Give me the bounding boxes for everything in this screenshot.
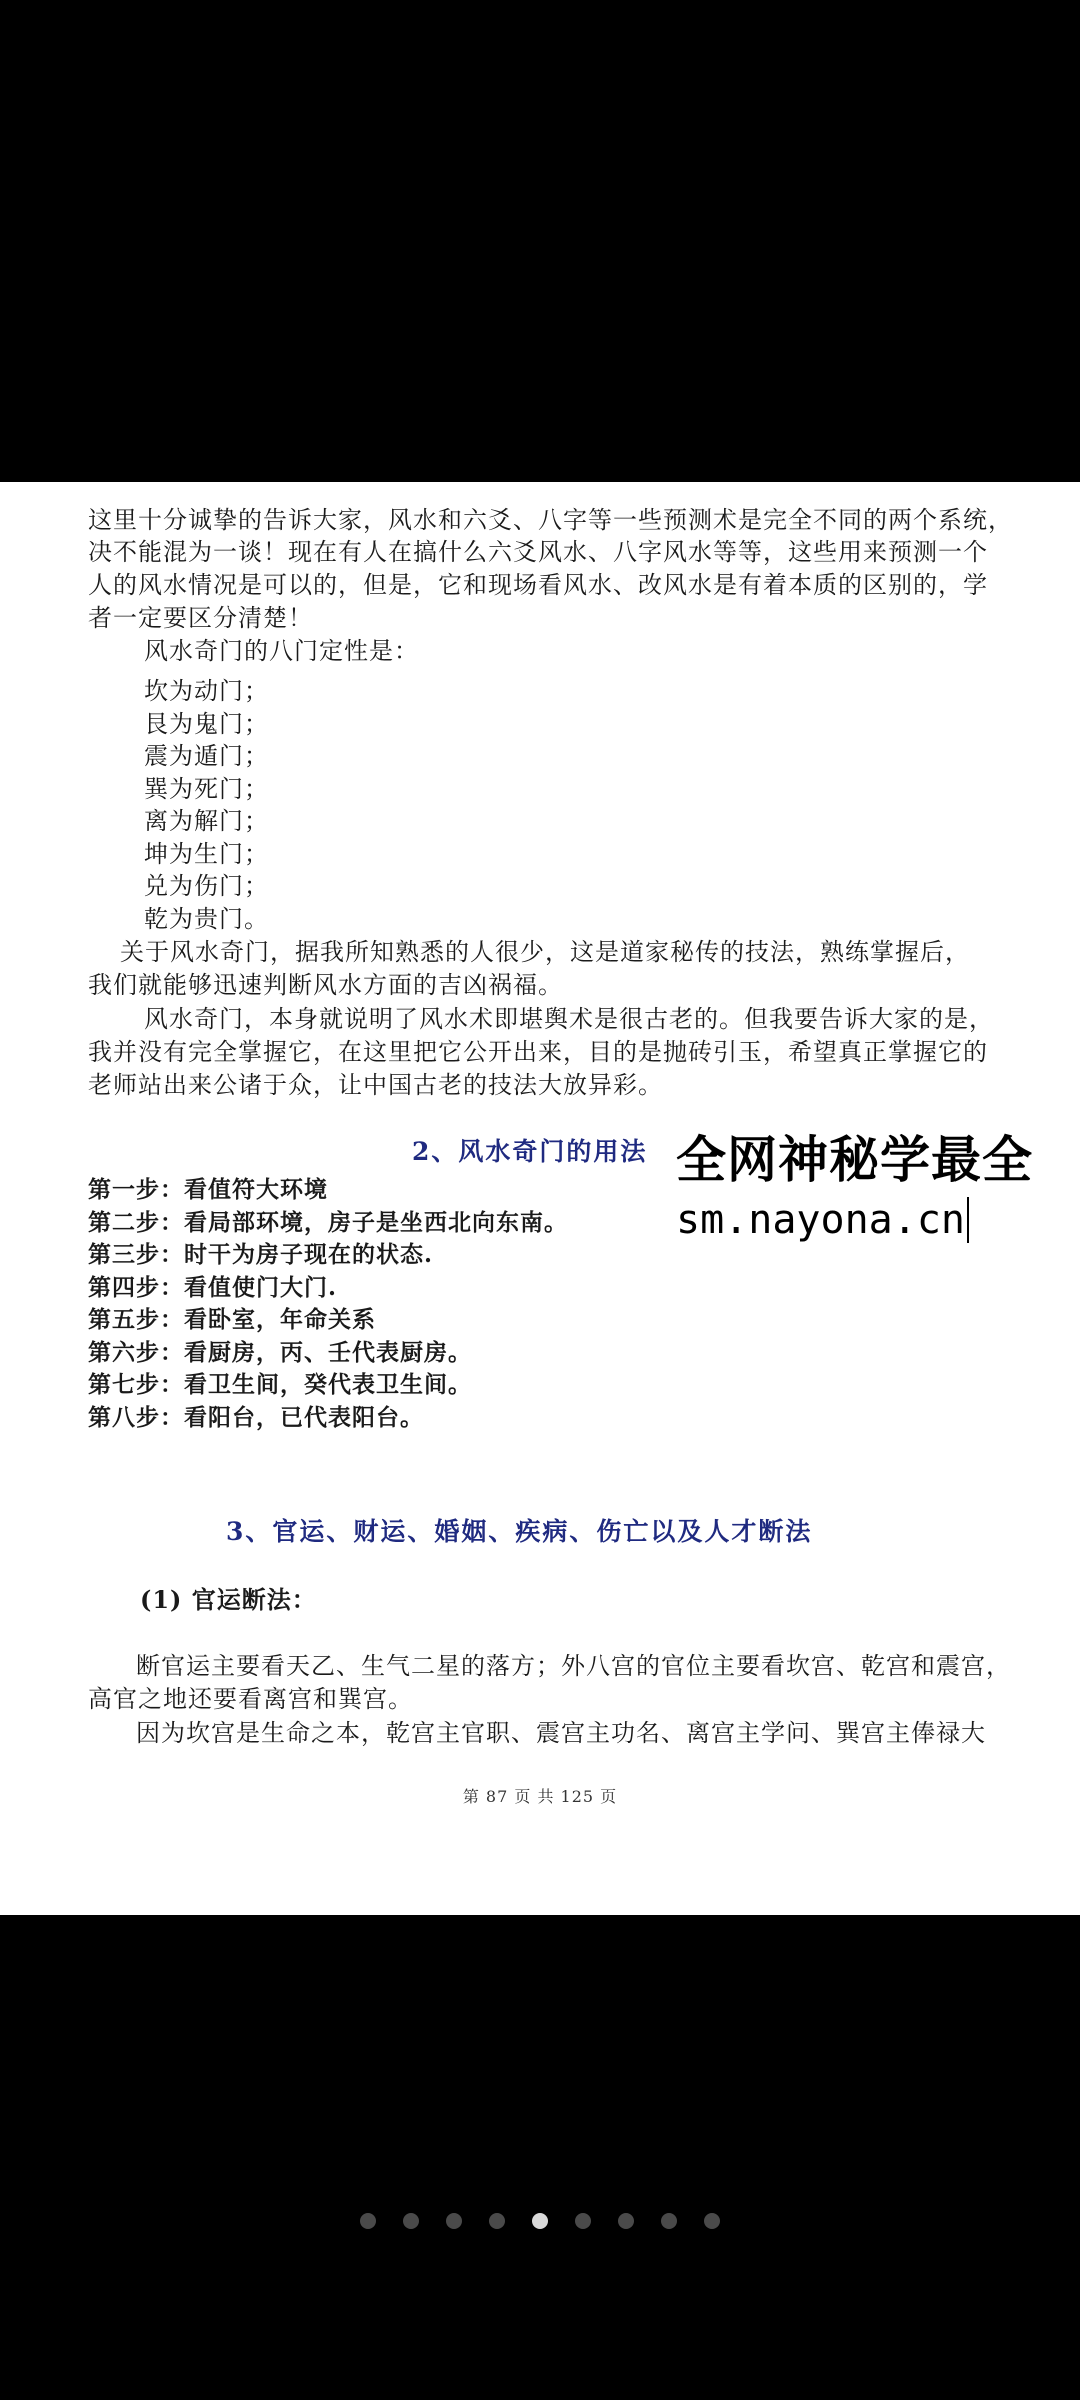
page-dot-active[interactable] xyxy=(532,2213,548,2229)
para3-line-2: 我并没有完全掌握它，在这里把它公开出来，目的是抛砖引玉，希望真正掌握它的 xyxy=(88,1038,988,1066)
intro-line-1: 这里十分诚挚的告诉大家，风水和六爻、八字等一些预测术是完全不同的两个系统， xyxy=(88,506,1013,534)
para3-line-3: 老师站出来公诸于众，让中国古老的技法大放异彩。 xyxy=(88,1071,663,1099)
watermark-url: sm.nayona.cn xyxy=(676,1197,965,1243)
step-list xyxy=(88,1174,568,1434)
para2-line-2: 我们就能够迅速判断风水方面的吉凶祸福。 xyxy=(88,971,563,999)
document-page[interactable] xyxy=(0,482,1080,1915)
gate-item: 坤为生门； xyxy=(144,839,269,868)
gate-item: 巽为死门； xyxy=(144,774,269,803)
step-item: 第三步：时干为房子现在的状态. xyxy=(88,1241,434,1268)
gates-intro: 风水奇门的八门定性是： xyxy=(144,637,419,665)
para3-line-1: 风水奇门，本身就说明了风水术即堪舆术是很古老的。但我要告诉大家的是， xyxy=(144,1005,994,1033)
step-item: 第二步：看局部环境，房子是坐西北向东南。 xyxy=(88,1208,568,1236)
watermark-overlay xyxy=(676,1128,1080,1248)
para4-line-2: 高官之地还要看离宫和巽宫。 xyxy=(88,1685,413,1713)
gate-item: 乾为贵门。 xyxy=(144,904,269,933)
page-dot[interactable] xyxy=(446,2213,462,2229)
step-item: 第四步：看值使门大门. xyxy=(88,1273,338,1301)
intro-line-3: 人的风水情况是可以的，但是，它和现场看风水、改风水是有着本质的区别的，学 xyxy=(88,571,988,599)
gate-item: 兑为伤门； xyxy=(144,872,269,900)
watermark-title: 全网神秘学最全 xyxy=(676,1131,1033,1189)
section2-heading: 2、风水奇门的用法 xyxy=(412,1137,648,1166)
para4-line-1: 断官运主要看天乙、生气二星的落方；外八宫的官位主要看坎宫、乾宫和震宫， xyxy=(136,1652,1011,1680)
watermark-url-row xyxy=(676,1192,1080,1248)
gate-item: 艮为鬼门； xyxy=(144,709,269,738)
step-item: 第五步：看卧室，年命关系 xyxy=(88,1306,376,1333)
gate-item: 离为解门； xyxy=(144,807,269,835)
step-item: 第七步：看卫生间，癸代表卫生间。 xyxy=(88,1371,472,1398)
page-dot[interactable] xyxy=(704,2213,720,2229)
intro-line-4: 者一定要区分清楚！ xyxy=(88,604,313,632)
gate-list xyxy=(144,675,269,935)
page-dot[interactable] xyxy=(661,2213,677,2229)
page-footer: 第 87 页 共 125 页 xyxy=(462,1787,618,1806)
para5-line-1: 因为坎宫是生命之本，乾宫主官职、震宫主功名、离宫主学问、巽宫主俸禄大 xyxy=(136,1719,986,1747)
page-dot[interactable] xyxy=(360,2213,376,2229)
page-dot[interactable] xyxy=(489,2213,505,2229)
gate-item: 震为遁门； xyxy=(144,742,269,770)
page-dot[interactable] xyxy=(403,2213,419,2229)
page-dot[interactable] xyxy=(575,2213,591,2229)
page-dot[interactable] xyxy=(618,2213,634,2229)
step-item: 第六步：看厨房，丙、壬代表厨房。 xyxy=(88,1338,472,1366)
para2-line-1: 关于风水奇门，据我所知熟悉的人很少，这是道家秘传的技法，熟练掌握后， xyxy=(120,938,970,966)
intro-line-2: 决不能混为一谈！现在有人在搞什么六爻风水、八字风水等等，这些用来预测一个 xyxy=(88,538,988,566)
section3-heading: 3、官运、财运、婚姻、疾病、伤亡以及人才断法 xyxy=(226,1517,813,1546)
gate-item: 坎为动门； xyxy=(144,677,269,705)
page-indicator[interactable] xyxy=(0,2213,1080,2229)
text-caret-icon xyxy=(967,1197,969,1243)
step-item: 第八步：看阳台，已代表阳台。 xyxy=(88,1403,424,1431)
step-item: 第一步：看值符大环境 xyxy=(88,1176,328,1203)
subsection-heading: (1) 官运断法： xyxy=(140,1585,317,1614)
